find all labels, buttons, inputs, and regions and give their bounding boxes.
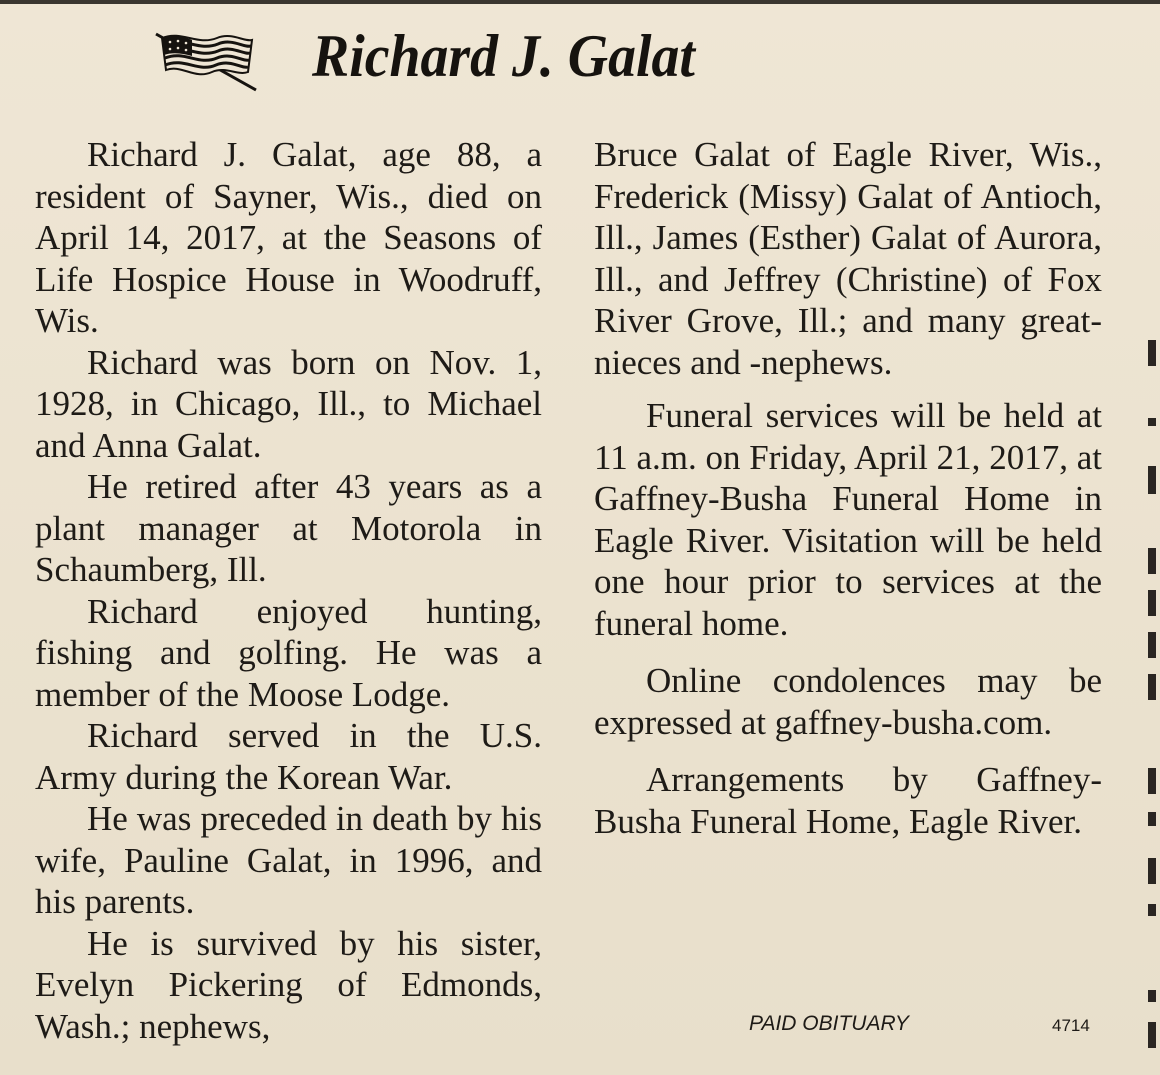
- arrangements-paragraph: Arrangements by Gaffney-Busha Funeral Home, Eagle River.: [594, 760, 1102, 841]
- obituary-paragraph: Richard served in the U.S. Army during the Korean War.: [35, 716, 542, 797]
- condolences-paragraph: Online condolences may be expressed at gaffney-busha.com.: [594, 661, 1102, 742]
- obituary-paragraph: He retired after 43 years as a plant manager at Motorola in Schaumberg, Ill.: [35, 467, 542, 589]
- left-column: [35, 134, 542, 1047]
- funeral-services-paragraph: Funeral services will be held at 11 a.m. on Friday, April 21, 2017, at Gaffney-Busha Funeral Home in Eagle River. Visitation will be held one hour prior to services at the funeral home.: [594, 396, 1102, 643]
- obituary-paragraph: Richard was born on Nov. 1, 1928, in Chicago, Ill., to Michael and Anna Galat.: [35, 342, 542, 465]
- right-column: [594, 134, 1102, 842]
- obituary-paragraph: He is survived by his sister, Evelyn Pickering of Edmonds, Wash.; nephews,: [35, 923, 542, 1046]
- american-flag-icon: [152, 28, 262, 94]
- ad-code: 4714: [1052, 1016, 1090, 1035]
- obituary-paragraph: Richard J. Galat, age 88, a resident of Sayner, Wis., died on April 14, 2017, at the Seasons of Life Hospice House in Woodruff, Wis.: [35, 135, 542, 340]
- top-rule: [0, 0, 1160, 4]
- obituary-paragraph: Richard enjoyed hunting, fishing and golfing. He was a member of the Moose Lodge.: [35, 591, 542, 714]
- adjacent-column-edge: [1146, 300, 1160, 1060]
- obituary-headline: Richard J. Galat: [312, 23, 695, 89]
- paid-obituary-label: PAID OBITUARY: [749, 1012, 909, 1035]
- obituary-paragraph: He was preceded in death by his wife, Pauline Galat, in 1996, and his parents.: [35, 799, 542, 921]
- obituary-paragraph-continued: Bruce Galat of Eagle River, Wis., Frederick (Missy) Galat of Antioch, Ill., James (Esther) Galat of Aurora, Ill., and Jeffrey (Christine) of Fox River Grove, Ill.; and many great-nieces and -nephews.: [594, 135, 1102, 382]
